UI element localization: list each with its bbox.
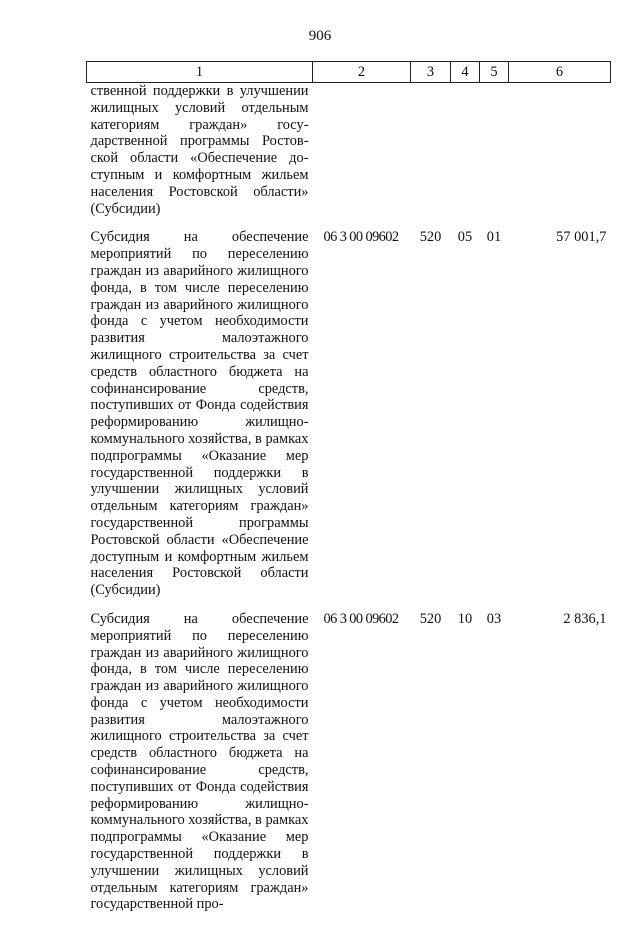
row-amount xyxy=(509,83,611,230)
row-col5: 03 xyxy=(486,610,502,627)
row-code: 06 3 00 09602 xyxy=(323,610,399,627)
row-col4 xyxy=(451,83,480,230)
row-col3 xyxy=(411,83,451,230)
row-col3: 520 xyxy=(419,610,442,627)
table-row xyxy=(87,229,611,611)
column-header: 4 xyxy=(451,62,480,83)
column-header: 3 xyxy=(411,62,451,83)
budget-table xyxy=(86,61,611,925)
row-col4: 05 xyxy=(457,229,473,246)
column-header: 1 xyxy=(87,62,313,83)
row-code xyxy=(313,83,411,230)
column-header: 5 xyxy=(480,62,509,83)
row-col4: 10 xyxy=(457,610,473,627)
column-header: 2 xyxy=(313,62,411,83)
column-header: 6 xyxy=(509,62,611,83)
page-number: 906 xyxy=(308,28,332,44)
table-row xyxy=(87,611,611,925)
row-description: Субсидия на обеспечение мероприятий по переселению граждан из аварийного жилищного фонда, в том числе переселению граждан из аварийного жилищного фонда с учетом необходимости развития малоэтажного жилищного строительства за счет средств областного бюджета на софинансирование средств, поступивших от Фонда содействия реформированию жилищно-коммунального хозяйства, в рамках подпрограммы «Оказание мер государственной поддержки в улучшении жилищных условий отдельным категориям граждан» государственной про- xyxy=(90,610,309,913)
row-description: Субсидия на обеспечение мероприятий по переселению граждан из аварийного жилищного фонда, в том числе переселению граждан из аварийного жилищного фонда с учетом необходимости развития малоэтажного жилищного строительства за счет средств областного бюджета на софинансирование средств, поступивших от Фонда содействия реформированию жилищно-коммунального хозяйства, в рамках подпрограммы «Оказание мер государственной поддержки в улучшении жилищных условий отдельным категориям граждан» государственной программы Ростовской области «Обеспечение доступным и комфортным жильем населения Ростовской области (Субсидии) xyxy=(90,229,309,599)
row-col3: 520 xyxy=(419,229,442,246)
table-row xyxy=(87,83,611,230)
row-col5: 01 xyxy=(486,229,502,246)
table-header-row xyxy=(87,62,611,83)
row-description: ственной поддержки в улучшении жилищных условий отдельным категориям граждан» государственной программы Ростовской области «Обеспечение доступным и комфортным жильем населения Ростовской области» (Субсидии) xyxy=(90,83,309,217)
row-amount: 2 836,1 xyxy=(563,610,607,627)
row-col5 xyxy=(480,83,509,230)
row-code: 06 3 00 09602 xyxy=(323,229,399,246)
row-amount: 57 001,7 xyxy=(556,229,607,246)
